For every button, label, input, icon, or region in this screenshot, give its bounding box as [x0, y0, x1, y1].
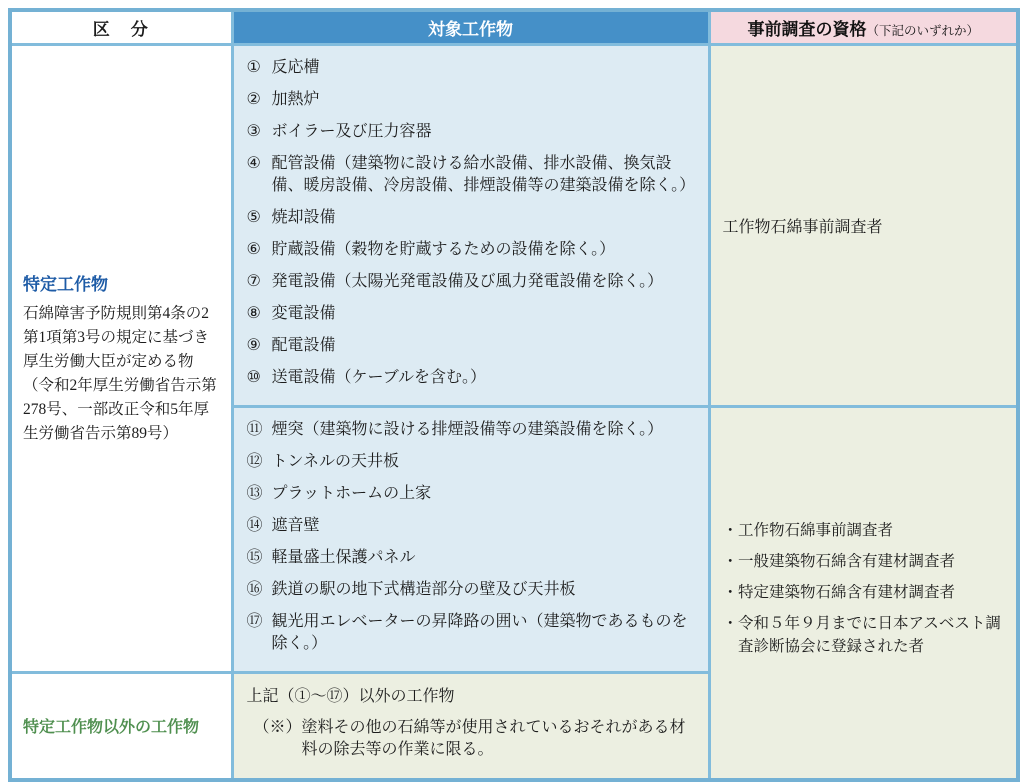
- header-target: [232, 10, 709, 44]
- target-item: [247, 121, 698, 143]
- target-item-number: ③: [246, 122, 261, 140]
- qualification-bullet: [723, 519, 1009, 542]
- target-items-group2-list: [247, 419, 698, 655]
- target-item-text: 焼却設備: [271, 208, 336, 226]
- note-text: 塗料その他の石綿等が使用されているおそれがある材料の除去等の作業に限る。: [301, 718, 686, 758]
- target-item: [247, 207, 698, 229]
- specified-category-description: 石綿障害予防規則第4条の2第1項第3号の規定に基づき厚生労働大臣が定める物（令和2年厚生労働省告示第278号、一部改正令和5年厚生労働省告示第89号）: [23, 305, 217, 442]
- header-target-label: 対象工作物: [428, 19, 513, 39]
- target-item-number: ⑧: [246, 304, 261, 322]
- header-qualification-label: 事前調査の資格: [747, 19, 867, 39]
- target-item-text: 鉄道の駅の地下式構造部分の壁及び天井板: [271, 580, 576, 598]
- other-target-note: [254, 717, 698, 761]
- target-item-text: 反応槽: [271, 58, 320, 76]
- target-item-text: 貯蔵設備（穀物を貯蔵するための設備を除く。）: [271, 240, 616, 258]
- header-row: [10, 10, 1018, 44]
- target-items-11-17-cell: [232, 406, 709, 672]
- target-item-number: ⑰: [246, 612, 263, 630]
- target-item-text: ボイラー及び圧力容器: [271, 122, 432, 140]
- qualification-bullet-text: 特定建築物石綿含有建材調査者: [738, 584, 956, 602]
- target-item-text: 煙突（建築物に設ける排煙設備等の建築設備を除く。）: [271, 420, 664, 438]
- target-item-number: ⑯: [246, 580, 263, 598]
- target-item-text: プラットホームの上家: [271, 484, 432, 502]
- target-item-number: ⑪: [246, 420, 263, 438]
- specified-category-title: 特定工作物: [23, 275, 108, 294]
- target-item-number: ①: [246, 58, 261, 76]
- target-item-number: ⑬: [246, 484, 263, 502]
- target-item-text: 発電設備（太陽光発電設備及び風力発電設備を除く。）: [271, 272, 664, 290]
- target-item: [247, 89, 698, 111]
- qualification-bullet: [723, 581, 1009, 604]
- other-category-cell: [10, 672, 232, 780]
- target-item-number: ⑥: [246, 240, 261, 258]
- target-item-number: ④: [246, 154, 261, 172]
- bullet-marker: ・: [722, 553, 739, 571]
- target-item-text: 観光用エレベーターの昇降路の囲い（建築物であるものを除く。）: [271, 612, 688, 652]
- target-item: [247, 367, 698, 389]
- target-item-text: 遮音壁: [271, 516, 320, 534]
- target-item-number: ②: [246, 90, 261, 108]
- target-item: [247, 153, 698, 197]
- qualification-bullet: [723, 612, 1009, 658]
- target-item: [247, 483, 698, 505]
- target-item-number: ⑩: [246, 368, 261, 386]
- bullet-marker: ・: [722, 615, 739, 633]
- target-item-text: 配電設備: [271, 336, 336, 354]
- target-item: [247, 57, 698, 79]
- header-category-label: 区 分: [92, 19, 150, 39]
- header-qualification: [709, 10, 1018, 44]
- qualification-group1-cell: [709, 44, 1018, 406]
- other-category-title: 特定工作物以外の工作物: [23, 719, 200, 737]
- target-item: [247, 271, 698, 293]
- target-item-text: 変電設備: [271, 304, 336, 322]
- target-item: [247, 515, 698, 537]
- other-target-line1: 上記（①～⑰）以外の工作物: [246, 687, 455, 705]
- header-qualification-sublabel: （下記のいずれか）: [866, 23, 979, 38]
- qualification-group2-list: [723, 519, 1009, 658]
- target-item: [247, 611, 698, 655]
- qualification-bullet: [723, 550, 1009, 573]
- target-item: [247, 547, 698, 569]
- other-target-cell: [232, 672, 709, 780]
- target-item: [247, 239, 698, 261]
- target-item-number: ⑨: [246, 336, 261, 354]
- header-category: [10, 10, 232, 44]
- target-item: [247, 335, 698, 357]
- target-items-group1-list: [247, 57, 698, 389]
- specified-row-1: [10, 44, 1018, 406]
- qualification-bullet-text: 令和５年９月までに日本アスベスト調査診断協会に登録された者: [738, 615, 1001, 656]
- target-item: [247, 419, 698, 441]
- target-items-1-10-cell: [232, 44, 709, 406]
- target-item: [247, 303, 698, 325]
- target-item-number: ⑫: [246, 452, 263, 470]
- target-item-number: ⑤: [246, 208, 261, 226]
- target-item: [247, 451, 698, 473]
- target-item-number: ⑦: [246, 272, 261, 290]
- target-item-number: ⑮: [246, 548, 263, 566]
- target-item-number: ⑭: [246, 516, 263, 534]
- qualification-bullet-text: 工作物石綿事前調査者: [738, 522, 894, 540]
- bullet-marker: ・: [722, 584, 739, 602]
- qualification-bullet-text: 一般建築物石綿含有建材調査者: [738, 553, 956, 571]
- bullet-marker: ・: [722, 522, 739, 540]
- target-item-text: 配管設備（建築物に設ける給水設備、排水設備、換気設備、暖房設備、冷房設備、排煙設備等の建築設備を除く。）: [271, 154, 696, 194]
- note-marker: （※）: [253, 718, 302, 736]
- asbestos-survey-table: [8, 8, 1020, 782]
- qualification-group1-text: 工作物石綿事前調査者: [722, 218, 883, 236]
- target-item-text: 送電設備（ケーブルを含む。）: [271, 368, 487, 386]
- target-item: [247, 579, 698, 601]
- target-item-text: 軽量盛土保護パネル: [271, 548, 416, 566]
- target-item-text: 加熱炉: [271, 90, 320, 108]
- specified-category-cell: [10, 44, 232, 672]
- qualification-group2-cell: [709, 406, 1018, 780]
- target-item-text: トンネルの天井板: [271, 452, 400, 470]
